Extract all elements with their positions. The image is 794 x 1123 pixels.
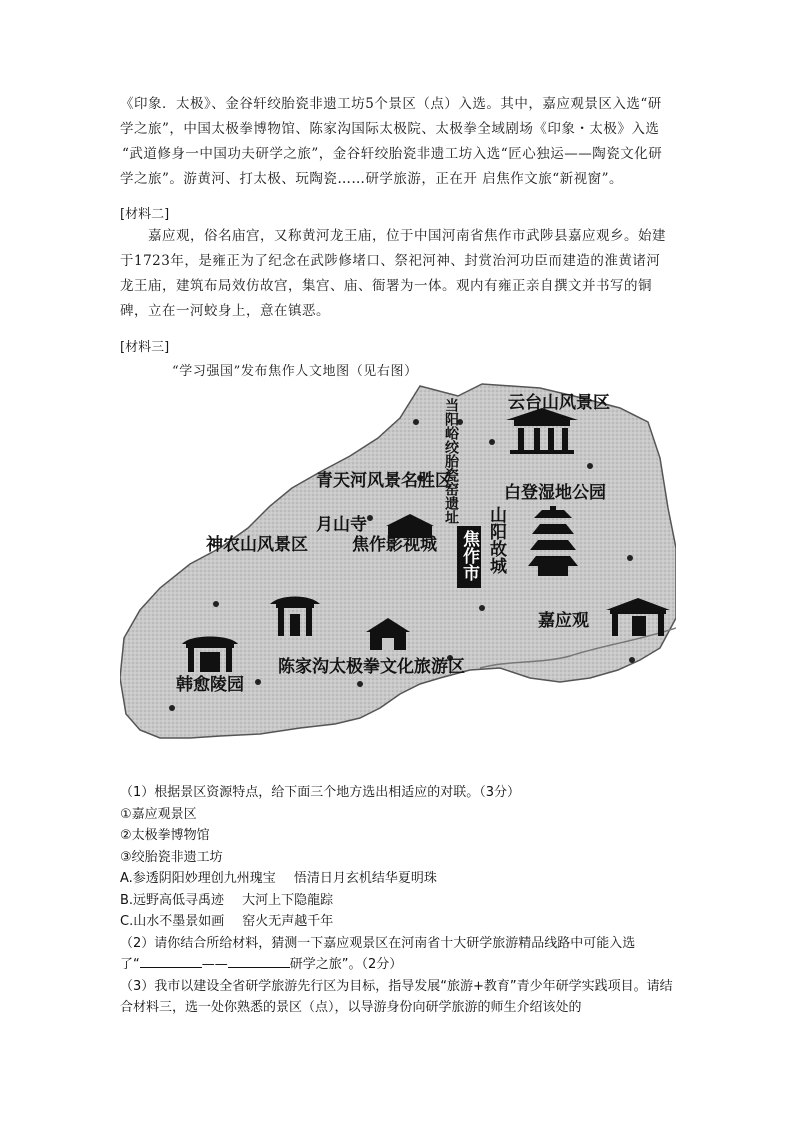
answer-blank-1[interactable] <box>140 955 202 968</box>
label-shanyang: 山阳故城 <box>486 506 506 574</box>
material1-line-4: 学之旅”。游黄河、打太极、玩陶瓷……研学旅游，正在开 启焦作文旅“新视窗”。 <box>120 171 623 187</box>
material1-line-3: “武道修身一中国功夫研学之旅”，金谷轩绞胎瓷非遗工坊入选“匠心独运——陶瓷文化研 <box>122 146 663 162</box>
label-qingtian: 青天河风景名胜区 <box>316 471 452 491</box>
material2-line-4: 碑，立在一河蛟身上，意在镇恶。 <box>120 303 330 319</box>
answer-blank-2[interactable] <box>228 955 290 968</box>
couplet-c-right: 窑火无声越千年 <box>242 914 334 929</box>
label-baideng: 白登湿地公园 <box>504 483 606 503</box>
label-jiaying: 嘉应观 <box>538 611 589 631</box>
questions-section <box>120 782 680 1019</box>
couplet-b-left: B.远野高低寻禹迹 <box>120 892 225 908</box>
material2-line-3: 龙王庙，建筑布局效仿故宫，集宫、庙、衙署为一体。观内有雍正亲自撰文并书写的铜 <box>120 278 652 294</box>
couplet-b-right: 大河上下隐龍踪 <box>242 892 334 908</box>
question-2-line-1: （2）请你结合所给材料，猜测一下嘉应观景区在河南省十大研学旅游精品线路中可能入选 <box>120 935 636 951</box>
label-dangyang: 当阳峪绞胎瓷窑遗址 <box>443 398 459 524</box>
material2-line-1: 嘉应观，俗名庙宫，又称黄河龙王庙，位于中国河南省焦作市武陟县嘉应观乡。始建 <box>148 228 666 244</box>
q1-item-2: ②太极拳博物馆 <box>120 828 210 843</box>
material3-heading: [材料三] <box>120 340 170 355</box>
material1-line-1: 《印象．太极》、金谷轩绞胎瓷非遗工坊5个景区（点）入选。其中，嘉应观景区入选“研 <box>120 96 662 112</box>
label-city: 焦作市 <box>459 530 479 581</box>
label-hanyu: 韩愈陵园 <box>176 675 244 695</box>
label-yuntai: 云台山风景区 <box>508 393 610 413</box>
label-yueshan: 月山寺 <box>316 515 367 535</box>
mausoleum-icon <box>182 637 238 673</box>
material1-line-2: 学之旅”，中国太极拳博物馆、陈家沟国际太极院、太极拳全域剧场《印象・太极》入选 <box>120 121 660 137</box>
jiaozuo-cultural-map <box>120 378 676 773</box>
q1-item-3: ③绞胎瓷非遗工坊 <box>120 849 223 865</box>
couplet-c <box>120 911 680 933</box>
label-yingshi: 焦作影视城 <box>352 535 437 555</box>
couplet-a <box>120 868 680 890</box>
couplet-a-left: A.参透阴阳妙理创九州瑰宝 <box>120 871 276 886</box>
map-caption: “学习强国”发布焦作人文地图（见右图） <box>172 364 418 379</box>
label-chenjiagou: 陈家沟太极拳文化旅游区 <box>278 657 465 677</box>
question-1: （1）根据景区资源特点，给下面三个地方选出相适应的对联。（3分） <box>120 785 521 800</box>
question-2-line-2 <box>120 954 680 976</box>
q2-prefix: 了“ <box>120 957 140 972</box>
material2-line-2: 于1723年，是雍正为了纪念在武陟修堵口、祭祀河神、封赏治河功臣而建造的淮黄诸河 <box>120 253 661 269</box>
q1-item-1: ①嘉应观景区 <box>120 806 197 822</box>
q2-suffix: 研学之旅”。（2分） <box>289 957 403 972</box>
material2-paragraph <box>120 224 680 324</box>
material2-heading: [材料二] <box>120 207 170 222</box>
question-3: （3）我市以建设全省研学旅游先行区为目标，指导发展“旅游+教育”青少年研学实践项目。请结合材料三，选一处你熟悉的景区（点），以导游身份向研学旅游的师生介绍该处的 <box>120 978 673 1015</box>
couplet-b <box>120 890 680 912</box>
couplet-c-left: C.山水不墨景如画 <box>120 914 225 929</box>
label-shennong: 神农山风景区 <box>206 535 308 555</box>
material1-paragraph <box>120 92 680 192</box>
q2-dash: —— <box>201 957 228 972</box>
couplet-a-right: 悟清日月玄机结华夏明珠 <box>293 871 437 886</box>
